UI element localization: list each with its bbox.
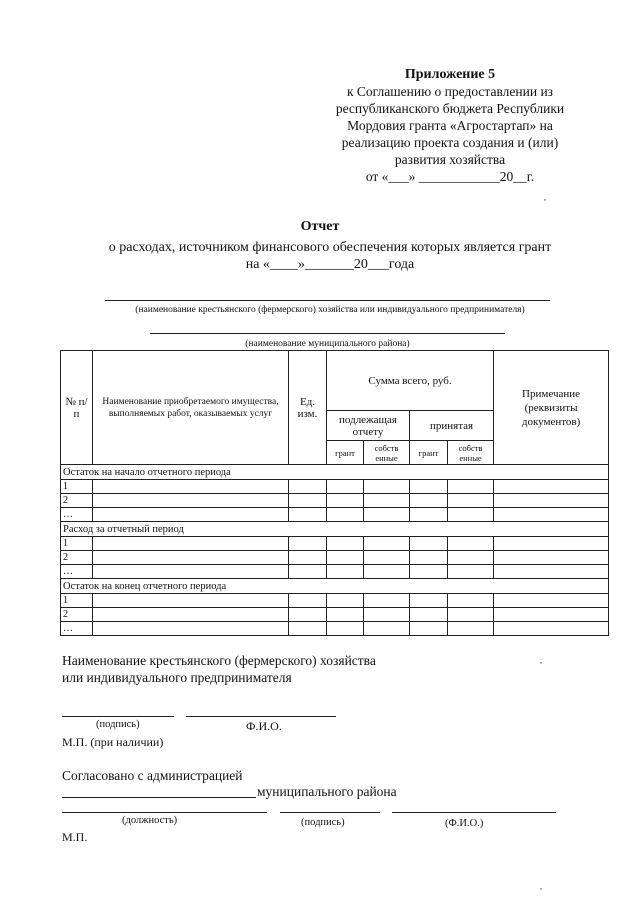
table-cell[interactable] xyxy=(327,551,364,565)
table-cell[interactable] xyxy=(364,537,410,551)
table-cell[interactable] xyxy=(410,537,448,551)
row-number: … xyxy=(61,565,93,579)
appendix-line: республиканского бюджета Республики xyxy=(335,101,565,116)
fio-line xyxy=(186,716,336,717)
col-header-grant: грант xyxy=(327,441,364,465)
table-row xyxy=(61,537,609,551)
appendix-line: к Соглашению о предоставлении из xyxy=(346,84,553,99)
table-cell[interactable] xyxy=(494,508,609,522)
table-cell[interactable] xyxy=(364,594,410,608)
table-cell[interactable] xyxy=(410,622,448,636)
approval-admin-line xyxy=(62,797,256,798)
table-cell[interactable] xyxy=(93,537,289,551)
section-title: Расход за отчетный период xyxy=(61,522,609,537)
table-row xyxy=(61,494,609,508)
table-cell[interactable] xyxy=(93,494,289,508)
report-date-line: на «____»_______20___года xyxy=(245,257,415,272)
table-cell[interactable] xyxy=(494,622,609,636)
table-cell[interactable] xyxy=(93,594,289,608)
table-cell[interactable] xyxy=(494,494,609,508)
row-number: 1 xyxy=(61,480,93,494)
table-cell[interactable] xyxy=(289,622,327,636)
row-number: 1 xyxy=(61,537,93,551)
table-cell[interactable] xyxy=(494,594,609,608)
col-header-grant: грант xyxy=(410,441,448,465)
approval-text: Согласовано с администрацией xyxy=(62,768,243,783)
table-cell[interactable] xyxy=(410,565,448,579)
col-header-num: № п/п xyxy=(61,351,93,465)
approval-position-caption: (должность) xyxy=(122,815,178,826)
signature-line xyxy=(62,716,174,717)
table-cell[interactable] xyxy=(448,508,494,522)
appendix-header xyxy=(300,66,600,185)
table-cell[interactable] xyxy=(494,608,609,622)
table-cell[interactable] xyxy=(93,622,289,636)
table-cell[interactable] xyxy=(410,494,448,508)
table-cell[interactable] xyxy=(448,480,494,494)
table-cell[interactable] xyxy=(364,622,410,636)
table-row xyxy=(61,565,609,579)
table-cell[interactable] xyxy=(494,551,609,565)
table-cell[interactable] xyxy=(93,508,289,522)
table-cell[interactable] xyxy=(327,508,364,522)
table-cell[interactable] xyxy=(327,565,364,579)
table-cell[interactable] xyxy=(410,480,448,494)
col-header-own: собств енные xyxy=(364,441,410,465)
col-header-name: Наименование приобретаемого имущества, выполняемых работ, оказываемых услуг xyxy=(93,351,289,465)
approval-fio-line xyxy=(392,812,556,813)
table-cell[interactable] xyxy=(410,594,448,608)
table-row xyxy=(61,480,609,494)
table-cell[interactable] xyxy=(494,480,609,494)
table-row xyxy=(61,608,609,622)
table-cell[interactable] xyxy=(410,551,448,565)
row-number: 2 xyxy=(61,551,93,565)
row-number: 1 xyxy=(61,594,93,608)
table-cell[interactable] xyxy=(364,480,410,494)
scan-mark: , xyxy=(544,193,546,202)
signature-org-name xyxy=(62,652,376,686)
district-name-line xyxy=(150,333,505,334)
approval-signature-line xyxy=(280,812,380,813)
col-header-accepted: принятая xyxy=(410,411,494,441)
col-header-unit: Ед. изм. xyxy=(289,351,327,465)
table-cell[interactable] xyxy=(448,565,494,579)
appendix-line: Мордовия гранта «Агростартап» на xyxy=(347,118,553,133)
approval-district: муниципального района xyxy=(257,784,397,799)
table-cell[interactable] xyxy=(448,494,494,508)
table-cell[interactable] xyxy=(364,565,410,579)
table-cell[interactable] xyxy=(289,494,327,508)
table-cell[interactable] xyxy=(448,551,494,565)
section-title: Остаток на начало отчетного периода xyxy=(61,465,609,480)
district-name-caption: (наименование муниципального района) xyxy=(245,339,410,349)
signature-org-line: или индивидуального предпринимателя xyxy=(62,670,292,685)
table-cell[interactable] xyxy=(289,608,327,622)
signature-caption: (подпись) xyxy=(96,719,140,730)
table-cell[interactable] xyxy=(289,508,327,522)
table-cell[interactable] xyxy=(327,622,364,636)
appendix-title: Приложение 5 xyxy=(404,67,496,82)
table-cell[interactable] xyxy=(327,537,364,551)
table-cell[interactable] xyxy=(289,565,327,579)
appendix-line: развития хозяйства xyxy=(394,152,506,167)
table-cell[interactable] xyxy=(448,622,494,636)
table-cell[interactable] xyxy=(364,508,410,522)
col-header-own: собств енные xyxy=(448,441,494,465)
fio-caption: Ф.И.О. xyxy=(246,719,282,733)
table-cell[interactable] xyxy=(448,608,494,622)
approval-stamp: М.П. xyxy=(62,830,88,844)
table-cell[interactable] xyxy=(93,480,289,494)
section-title: Остаток на конец отчетного периода xyxy=(61,579,609,594)
table-cell[interactable] xyxy=(289,594,327,608)
table-cell[interactable] xyxy=(327,594,364,608)
farm-name-line xyxy=(105,300,550,301)
table-cell[interactable] xyxy=(327,608,364,622)
table-cell[interactable] xyxy=(93,608,289,622)
table-row xyxy=(61,622,609,636)
col-header-due: подлежащая отчету xyxy=(327,411,410,441)
appendix-line: реализацию проекта создания и (или) xyxy=(341,135,559,150)
col-header-note: Примечание (реквизиты документов) xyxy=(494,351,609,465)
table-row xyxy=(61,594,609,608)
approval-fio-caption: (Ф.И.О.) xyxy=(445,818,484,829)
table-cell[interactable] xyxy=(289,551,327,565)
table-row xyxy=(61,508,609,522)
table-cell[interactable] xyxy=(448,537,494,551)
row-number: 2 xyxy=(61,608,93,622)
table-row xyxy=(61,551,609,565)
table-cell[interactable] xyxy=(364,608,410,622)
col-header-sum: Сумма всего, руб. xyxy=(327,351,494,411)
report-title: Отчет xyxy=(300,219,340,234)
signature-org-line: Наименование крестьянского (фермерского) хозяйства xyxy=(62,653,376,668)
table-cell[interactable] xyxy=(93,551,289,565)
scan-mark: , xyxy=(540,656,542,665)
table-cell[interactable] xyxy=(327,480,364,494)
report-subtitle xyxy=(60,239,600,273)
table-cell[interactable] xyxy=(289,480,327,494)
appendix-date-line: от «___» ____________20__г. xyxy=(365,169,535,184)
table-cell[interactable] xyxy=(410,508,448,522)
table-cell[interactable] xyxy=(289,537,327,551)
table-cell[interactable] xyxy=(364,551,410,565)
table-cell[interactable] xyxy=(364,494,410,508)
table-cell[interactable] xyxy=(410,608,448,622)
report-subtitle-line: о расходах, источником финансового обеспечения которых является грант xyxy=(108,240,552,255)
table-cell[interactable] xyxy=(494,537,609,551)
scan-mark: , xyxy=(540,882,542,891)
table-cell[interactable] xyxy=(448,594,494,608)
farm-name-caption: (наименование крестьянского (фермерского) хозяйства или индивидуального предпринимателя) xyxy=(135,305,525,315)
table-cell[interactable] xyxy=(327,494,364,508)
row-number: … xyxy=(61,622,93,636)
report-table xyxy=(60,350,609,636)
stamp-label: М.П. (при наличии) xyxy=(62,735,164,749)
row-number: 2 xyxy=(61,494,93,508)
approval-position-line xyxy=(62,812,267,813)
table-cell[interactable] xyxy=(494,565,609,579)
row-number: … xyxy=(61,508,93,522)
table-cell[interactable] xyxy=(93,565,289,579)
approval-signature-caption: (подпись) xyxy=(301,817,345,828)
